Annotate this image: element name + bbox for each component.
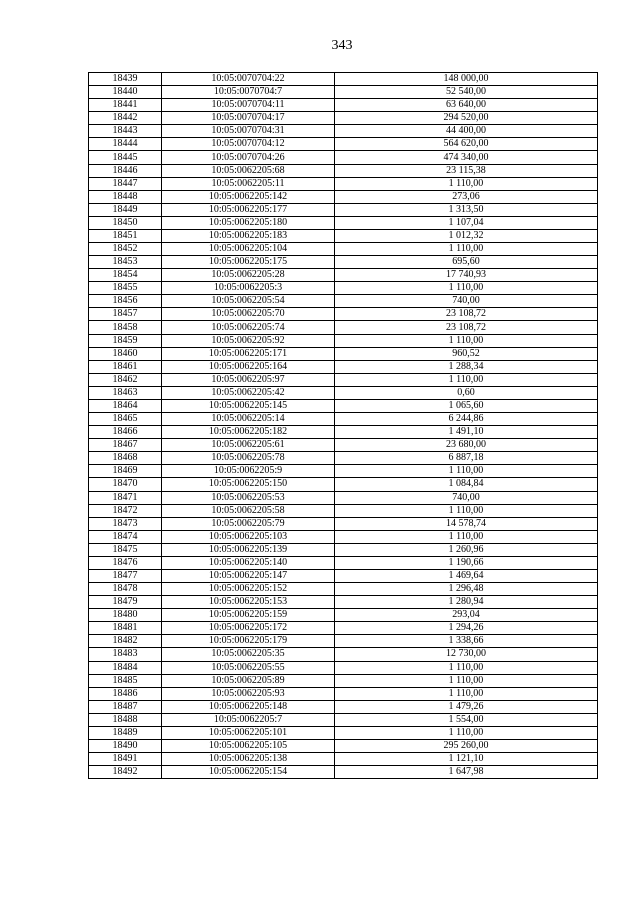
cadastral-number-cell: 10:05:0062205:182 bbox=[162, 426, 335, 439]
cadastral-number-cell: 10:05:0062205:93 bbox=[162, 687, 335, 700]
table-row bbox=[89, 726, 598, 739]
value-cell: 1 110,00 bbox=[335, 243, 598, 256]
table-row bbox=[89, 609, 598, 622]
row-number-cell: 18466 bbox=[89, 426, 162, 439]
value-cell: 1 313,50 bbox=[335, 203, 598, 216]
cadastral-number-cell: 10:05:0070704:26 bbox=[162, 151, 335, 164]
row-number-cell: 18440 bbox=[89, 86, 162, 99]
row-number-cell: 18462 bbox=[89, 373, 162, 386]
value-cell: 1 110,00 bbox=[335, 726, 598, 739]
value-cell: 1 110,00 bbox=[335, 282, 598, 295]
row-number-cell: 18479 bbox=[89, 596, 162, 609]
cadastral-number-cell: 10:05:0062205:180 bbox=[162, 216, 335, 229]
cadastral-number-cell: 10:05:0062205:138 bbox=[162, 753, 335, 766]
row-number-cell: 18465 bbox=[89, 413, 162, 426]
table-row bbox=[89, 426, 598, 439]
cadastral-number-cell: 10:05:0070704:17 bbox=[162, 112, 335, 125]
cadastral-table bbox=[88, 72, 598, 779]
value-cell: 14 578,74 bbox=[335, 517, 598, 530]
value-cell: 12 730,00 bbox=[335, 648, 598, 661]
value-cell: 44 400,00 bbox=[335, 125, 598, 138]
cadastral-number-cell: 10:05:0070704:7 bbox=[162, 86, 335, 99]
table-row bbox=[89, 360, 598, 373]
table-row bbox=[89, 164, 598, 177]
value-cell: 1 110,00 bbox=[335, 661, 598, 674]
cadastral-number-cell: 10:05:0062205:42 bbox=[162, 386, 335, 399]
cadastral-number-cell: 10:05:0070704:22 bbox=[162, 73, 335, 86]
table-row bbox=[89, 243, 598, 256]
table-row bbox=[89, 543, 598, 556]
table-row bbox=[89, 700, 598, 713]
value-cell: 1 338,66 bbox=[335, 635, 598, 648]
value-cell: 1 110,00 bbox=[335, 504, 598, 517]
row-number-cell: 18461 bbox=[89, 360, 162, 373]
row-number-cell: 18457 bbox=[89, 308, 162, 321]
table-row bbox=[89, 478, 598, 491]
cadastral-number-cell: 10:05:0062205:179 bbox=[162, 635, 335, 648]
table-row bbox=[89, 556, 598, 569]
table-row bbox=[89, 648, 598, 661]
cadastral-number-cell: 10:05:0062205:147 bbox=[162, 569, 335, 582]
value-cell: 1 647,98 bbox=[335, 766, 598, 779]
value-cell: 1 288,34 bbox=[335, 360, 598, 373]
table-row bbox=[89, 766, 598, 779]
row-number-cell: 18444 bbox=[89, 138, 162, 151]
cadastral-number-cell: 10:05:0062205:7 bbox=[162, 713, 335, 726]
table-row bbox=[89, 282, 598, 295]
table-row bbox=[89, 465, 598, 478]
cadastral-number-cell: 10:05:0062205:172 bbox=[162, 622, 335, 635]
table-row bbox=[89, 583, 598, 596]
cadastral-number-cell: 10:05:0062205:139 bbox=[162, 543, 335, 556]
table-row bbox=[89, 295, 598, 308]
table-body bbox=[89, 73, 598, 779]
table-row bbox=[89, 687, 598, 700]
value-cell: 1 280,94 bbox=[335, 596, 598, 609]
value-cell: 1 065,60 bbox=[335, 399, 598, 412]
value-cell: 1 110,00 bbox=[335, 530, 598, 543]
value-cell: 1 260,96 bbox=[335, 543, 598, 556]
row-number-cell: 18454 bbox=[89, 269, 162, 282]
table-row bbox=[89, 661, 598, 674]
table-row bbox=[89, 125, 598, 138]
table-row bbox=[89, 739, 598, 752]
cadastral-number-cell: 10:05:0062205:175 bbox=[162, 256, 335, 269]
value-cell: 1 107,04 bbox=[335, 216, 598, 229]
row-number-cell: 18468 bbox=[89, 452, 162, 465]
value-cell: 1 110,00 bbox=[335, 465, 598, 478]
cadastral-number-cell: 10:05:0062205:148 bbox=[162, 700, 335, 713]
row-number-cell: 18448 bbox=[89, 190, 162, 203]
value-cell: 6 244,86 bbox=[335, 413, 598, 426]
value-cell: 6 887,18 bbox=[335, 452, 598, 465]
row-number-cell: 18441 bbox=[89, 99, 162, 112]
table-row bbox=[89, 99, 598, 112]
row-number-cell: 18481 bbox=[89, 622, 162, 635]
table-row bbox=[89, 308, 598, 321]
value-cell: 1 469,64 bbox=[335, 569, 598, 582]
row-number-cell: 18460 bbox=[89, 347, 162, 360]
row-number-cell: 18476 bbox=[89, 556, 162, 569]
value-cell: 293,04 bbox=[335, 609, 598, 622]
cadastral-number-cell: 10:05:0062205:177 bbox=[162, 203, 335, 216]
table-row bbox=[89, 413, 598, 426]
cadastral-number-cell: 10:05:0062205:58 bbox=[162, 504, 335, 517]
cadastral-number-cell: 10:05:0062205:183 bbox=[162, 229, 335, 242]
row-number-cell: 18488 bbox=[89, 713, 162, 726]
cadastral-number-cell: 10:05:0062205:153 bbox=[162, 596, 335, 609]
row-number-cell: 18442 bbox=[89, 112, 162, 125]
value-cell: 1 110,00 bbox=[335, 334, 598, 347]
table-row bbox=[89, 269, 598, 282]
table-row bbox=[89, 86, 598, 99]
row-number-cell: 18456 bbox=[89, 295, 162, 308]
value-cell: 1 110,00 bbox=[335, 177, 598, 190]
value-cell: 695,60 bbox=[335, 256, 598, 269]
cadastral-number-cell: 10:05:0062205:35 bbox=[162, 648, 335, 661]
table-row bbox=[89, 753, 598, 766]
cadastral-number-cell: 10:05:0062205:54 bbox=[162, 295, 335, 308]
table-row bbox=[89, 596, 598, 609]
value-cell: 1 121,10 bbox=[335, 753, 598, 766]
table-row bbox=[89, 635, 598, 648]
value-cell: 1 110,00 bbox=[335, 373, 598, 386]
table-row bbox=[89, 203, 598, 216]
value-cell: 23 680,00 bbox=[335, 439, 598, 452]
row-number-cell: 18446 bbox=[89, 164, 162, 177]
cadastral-number-cell: 10:05:0062205:3 bbox=[162, 282, 335, 295]
row-number-cell: 18483 bbox=[89, 648, 162, 661]
cadastral-number-cell: 10:05:0062205:28 bbox=[162, 269, 335, 282]
table-row bbox=[89, 622, 598, 635]
value-cell: 0,60 bbox=[335, 386, 598, 399]
table-row bbox=[89, 530, 598, 543]
value-cell: 1 554,00 bbox=[335, 713, 598, 726]
row-number-cell: 18447 bbox=[89, 177, 162, 190]
row-number-cell: 18480 bbox=[89, 609, 162, 622]
row-number-cell: 18467 bbox=[89, 439, 162, 452]
table-row bbox=[89, 112, 598, 125]
value-cell: 23 108,72 bbox=[335, 308, 598, 321]
row-number-cell: 18473 bbox=[89, 517, 162, 530]
cadastral-number-cell: 10:05:0062205:11 bbox=[162, 177, 335, 190]
cadastral-number-cell: 10:05:0062205:70 bbox=[162, 308, 335, 321]
row-number-cell: 18490 bbox=[89, 739, 162, 752]
row-number-cell: 18474 bbox=[89, 530, 162, 543]
table-row bbox=[89, 334, 598, 347]
cadastral-number-cell: 10:05:0070704:31 bbox=[162, 125, 335, 138]
value-cell: 1 296,48 bbox=[335, 583, 598, 596]
row-number-cell: 18459 bbox=[89, 334, 162, 347]
value-cell: 1 479,26 bbox=[335, 700, 598, 713]
value-cell: 273,06 bbox=[335, 190, 598, 203]
value-cell: 63 640,00 bbox=[335, 99, 598, 112]
table-row bbox=[89, 491, 598, 504]
row-number-cell: 18458 bbox=[89, 321, 162, 334]
table-row bbox=[89, 452, 598, 465]
value-cell: 564 620,00 bbox=[335, 138, 598, 151]
cadastral-number-cell: 10:05:0062205:89 bbox=[162, 674, 335, 687]
cadastral-number-cell: 10:05:0062205:53 bbox=[162, 491, 335, 504]
cadastral-number-cell: 10:05:0062205:140 bbox=[162, 556, 335, 569]
table-row bbox=[89, 229, 598, 242]
value-cell: 1 012,32 bbox=[335, 229, 598, 242]
table-row bbox=[89, 73, 598, 86]
row-number-cell: 18492 bbox=[89, 766, 162, 779]
cadastral-number-cell: 10:05:0062205:104 bbox=[162, 243, 335, 256]
value-cell: 740,00 bbox=[335, 295, 598, 308]
cadastral-number-cell: 10:05:0070704:11 bbox=[162, 99, 335, 112]
value-cell: 148 000,00 bbox=[335, 73, 598, 86]
value-cell: 474 340,00 bbox=[335, 151, 598, 164]
table-row bbox=[89, 399, 598, 412]
row-number-cell: 18443 bbox=[89, 125, 162, 138]
table-row bbox=[89, 674, 598, 687]
table-row bbox=[89, 373, 598, 386]
cadastral-number-cell: 10:05:0062205:154 bbox=[162, 766, 335, 779]
cadastral-number-cell: 10:05:0070704:12 bbox=[162, 138, 335, 151]
row-number-cell: 18455 bbox=[89, 282, 162, 295]
row-number-cell: 18445 bbox=[89, 151, 162, 164]
value-cell: 1 110,00 bbox=[335, 687, 598, 700]
table-row bbox=[89, 138, 598, 151]
row-number-cell: 18449 bbox=[89, 203, 162, 216]
table-row bbox=[89, 517, 598, 530]
cadastral-number-cell: 10:05:0062205:142 bbox=[162, 190, 335, 203]
row-number-cell: 18439 bbox=[89, 73, 162, 86]
row-number-cell: 18482 bbox=[89, 635, 162, 648]
cadastral-number-cell: 10:05:0062205:105 bbox=[162, 739, 335, 752]
row-number-cell: 18450 bbox=[89, 216, 162, 229]
value-cell: 1 190,66 bbox=[335, 556, 598, 569]
table-row bbox=[89, 190, 598, 203]
row-number-cell: 18472 bbox=[89, 504, 162, 517]
value-cell: 1 491,10 bbox=[335, 426, 598, 439]
table-row bbox=[89, 713, 598, 726]
row-number-cell: 18478 bbox=[89, 583, 162, 596]
table-row bbox=[89, 151, 598, 164]
row-number-cell: 18471 bbox=[89, 491, 162, 504]
row-number-cell: 18464 bbox=[89, 399, 162, 412]
table-row bbox=[89, 256, 598, 269]
value-cell: 1 084,84 bbox=[335, 478, 598, 491]
cadastral-number-cell: 10:05:0062205:159 bbox=[162, 609, 335, 622]
cadastral-number-cell: 10:05:0062205:92 bbox=[162, 334, 335, 347]
row-number-cell: 18485 bbox=[89, 674, 162, 687]
value-cell: 23 108,72 bbox=[335, 321, 598, 334]
row-number-cell: 18486 bbox=[89, 687, 162, 700]
row-number-cell: 18470 bbox=[89, 478, 162, 491]
table-row bbox=[89, 569, 598, 582]
value-cell: 52 540,00 bbox=[335, 86, 598, 99]
cadastral-number-cell: 10:05:0062205:61 bbox=[162, 439, 335, 452]
row-number-cell: 18475 bbox=[89, 543, 162, 556]
cadastral-number-cell: 10:05:0062205:150 bbox=[162, 478, 335, 491]
cadastral-number-cell: 10:05:0062205:152 bbox=[162, 583, 335, 596]
row-number-cell: 18484 bbox=[89, 661, 162, 674]
cadastral-number-cell: 10:05:0062205:74 bbox=[162, 321, 335, 334]
row-number-cell: 18477 bbox=[89, 569, 162, 582]
value-cell: 960,52 bbox=[335, 347, 598, 360]
row-number-cell: 18487 bbox=[89, 700, 162, 713]
table-row bbox=[89, 347, 598, 360]
cadastral-number-cell: 10:05:0062205:55 bbox=[162, 661, 335, 674]
cadastral-number-cell: 10:05:0062205:9 bbox=[162, 465, 335, 478]
row-number-cell: 18489 bbox=[89, 726, 162, 739]
value-cell: 23 115,38 bbox=[335, 164, 598, 177]
table-row bbox=[89, 439, 598, 452]
value-cell: 1 294,26 bbox=[335, 622, 598, 635]
cadastral-number-cell: 10:05:0062205:164 bbox=[162, 360, 335, 373]
value-cell: 17 740,93 bbox=[335, 269, 598, 282]
cadastral-number-cell: 10:05:0062205:79 bbox=[162, 517, 335, 530]
value-cell: 1 110,00 bbox=[335, 674, 598, 687]
table-row bbox=[89, 177, 598, 190]
row-number-cell: 18453 bbox=[89, 256, 162, 269]
cadastral-number-cell: 10:05:0062205:78 bbox=[162, 452, 335, 465]
row-number-cell: 18463 bbox=[89, 386, 162, 399]
cadastral-number-cell: 10:05:0062205:101 bbox=[162, 726, 335, 739]
row-number-cell: 18469 bbox=[89, 465, 162, 478]
cadastral-number-cell: 10:05:0062205:171 bbox=[162, 347, 335, 360]
table-row bbox=[89, 321, 598, 334]
row-number-cell: 18452 bbox=[89, 243, 162, 256]
row-number-cell: 18491 bbox=[89, 753, 162, 766]
cadastral-number-cell: 10:05:0062205:97 bbox=[162, 373, 335, 386]
cadastral-number-cell: 10:05:0062205:145 bbox=[162, 399, 335, 412]
cadastral-number-cell: 10:05:0062205:103 bbox=[162, 530, 335, 543]
page-number: 343 bbox=[331, 38, 353, 53]
table-row bbox=[89, 504, 598, 517]
cadastral-number-cell: 10:05:0062205:68 bbox=[162, 164, 335, 177]
table-row bbox=[89, 386, 598, 399]
cadastral-number-cell: 10:05:0062205:14 bbox=[162, 413, 335, 426]
value-cell: 740,00 bbox=[335, 491, 598, 504]
value-cell: 295 260,00 bbox=[335, 739, 598, 752]
value-cell: 294 520,00 bbox=[335, 112, 598, 125]
table-row bbox=[89, 216, 598, 229]
row-number-cell: 18451 bbox=[89, 229, 162, 242]
